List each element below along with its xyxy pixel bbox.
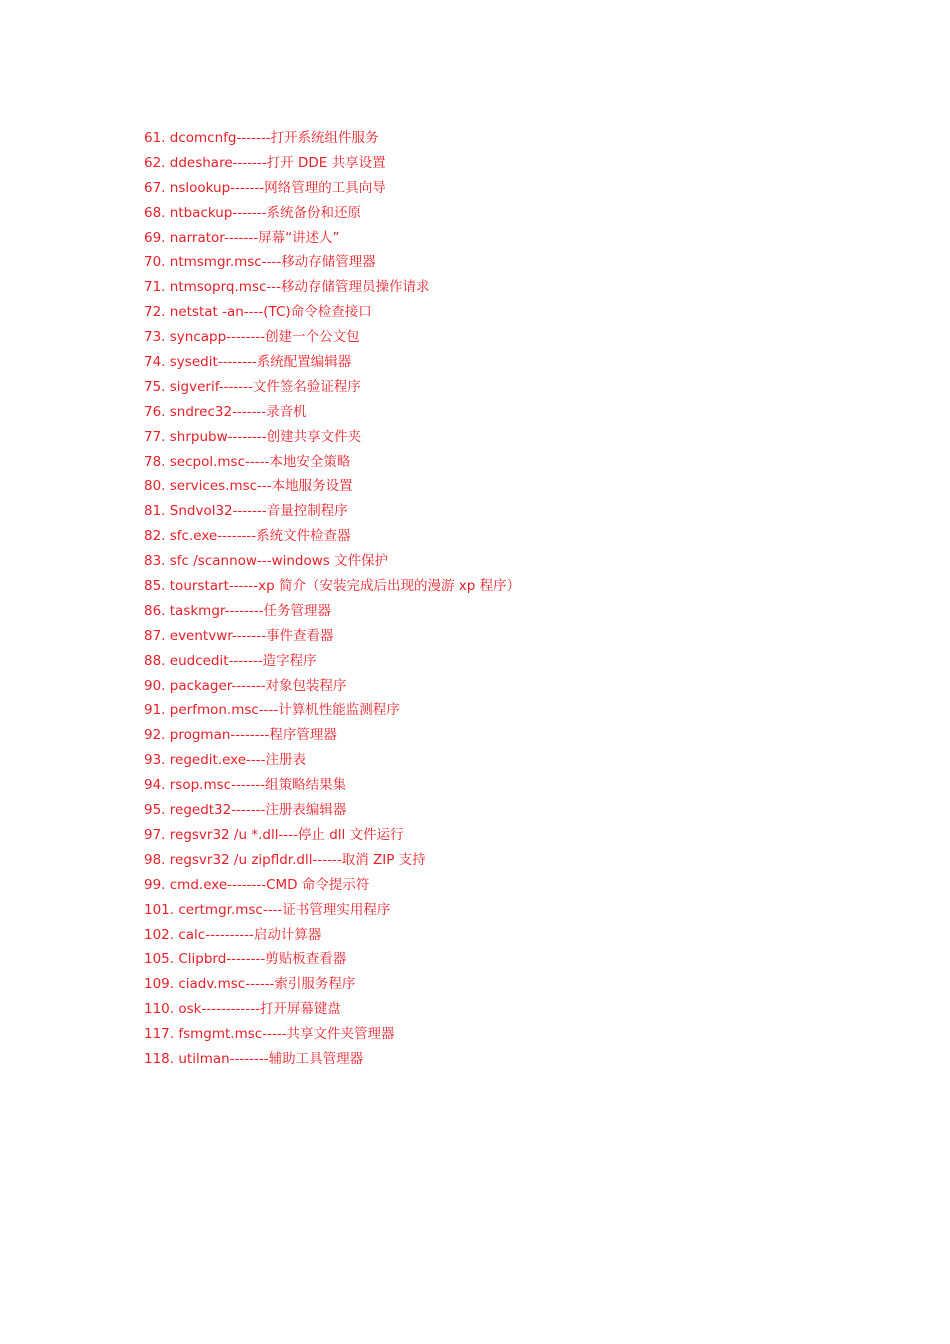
- list-item: 81. Sndvol32-------音量控制程序: [144, 503, 348, 520]
- list-item: 82. sfc.exe--------系统文件检查器: [144, 528, 351, 545]
- list-item: 93. regedit.exe----注册表: [144, 752, 307, 769]
- list-item: 83. sfc /scannow---windows 文件保护: [144, 553, 389, 570]
- list-item: 91. perfmon.msc----计算机性能监测程序: [144, 702, 400, 719]
- list-item: 86. taskmgr--------任务管理器: [144, 602, 332, 619]
- list-item: 88. eudcedit-------造字程序: [144, 652, 317, 669]
- list-item: 70. ntmsmgr.msc----移动存储管理器: [144, 254, 376, 271]
- list-item: 74. sysedit--------系统配置编辑器: [144, 354, 352, 371]
- list-item: 71. ntmsoprq.msc---移动存储管理员操作请求: [144, 279, 430, 296]
- list-item: 72. netstat -an----(TC)命令检查接口: [144, 304, 372, 321]
- list-item: 110. osk------------打开屏幕键盘: [144, 1001, 341, 1018]
- list-item: 102. calc----------启动计算器: [144, 926, 322, 943]
- list-item: 99. cmd.exe--------CMD 命令提示符: [144, 876, 370, 893]
- list-item: 78. secpol.msc-----本地安全策略: [144, 453, 351, 470]
- list-item: 85. tourstart------xp 简介（安装完成后出现的漫游 xp 程序）: [144, 578, 521, 595]
- list-item: 61. dcomcnfg-------打开系统组件服务: [144, 130, 379, 146]
- list-item: 77. shrpubw--------创建共享文件夹: [144, 428, 362, 445]
- list-item: 67. nslookup-------网络管理的工具向导: [144, 179, 386, 196]
- command-list: [144, 126, 844, 1072]
- list-item: 90. packager-------对象包装程序: [144, 677, 347, 694]
- list-item: 94. rsop.msc-------组策略结果集: [144, 777, 347, 794]
- list-item: 80. services.msc---本地服务设置: [144, 478, 353, 495]
- list-item: 97. regsvr32 /u *.dll----停止 dll 文件运行: [144, 826, 404, 843]
- list-item: 109. ciadv.msc------索引服务程序: [144, 976, 356, 993]
- list-item: 68. ntbackup-------系统备份和还原: [144, 204, 362, 221]
- list-item: 117. fsmgmt.msc-----共享文件夹管理器: [144, 1026, 395, 1043]
- list-item: 92. progman--------程序管理器: [144, 727, 337, 744]
- list-item: 87. eventvwr-------事件查看器: [144, 627, 334, 644]
- list-item: 62. ddeshare-------打开 DDE 共享设置: [144, 154, 386, 171]
- list-item: 105. Clipbrd--------剪贴板查看器: [144, 951, 347, 968]
- list-item: 118. utilman--------辅助工具管理器: [144, 1050, 364, 1067]
- list-item: 95. regedt32-------注册表编辑器: [144, 802, 347, 819]
- list-item: 101. certmgr.msc----证书管理实用程序: [144, 901, 391, 918]
- list-item: 75. sigverif-------文件签名验证程序: [144, 378, 361, 395]
- list-item: 73. syncapp--------创建一个公文包: [144, 329, 360, 346]
- list-item: 98. regsvr32 /u zipfldr.dll------取消 ZIP 支持: [144, 851, 426, 868]
- list-item: 69. narrator-------屏幕“讲述人”: [144, 229, 340, 246]
- list-item: 76. sndrec32-------录音机: [144, 403, 307, 420]
